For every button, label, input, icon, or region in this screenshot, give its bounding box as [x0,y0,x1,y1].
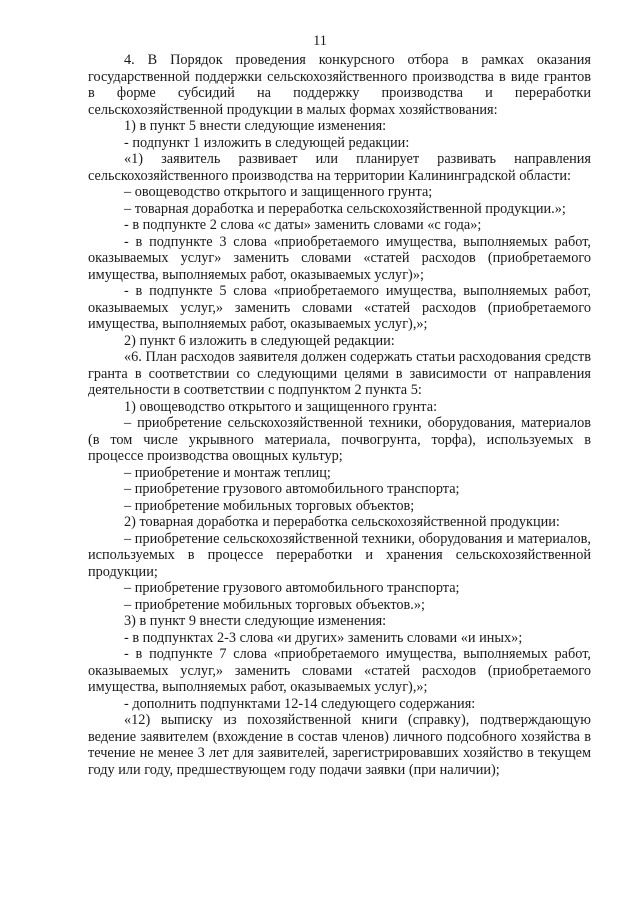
paragraph: – овощеводство открытого и защищенного грунта; [124,184,433,200]
paragraph: 1) овощеводство открытого и защищенного грунта: [124,398,438,415]
paragraph: - подпункт 1 изложить в следующей редакции: [124,134,410,151]
paragraph: – приобретение грузового автомобильного транспорта; [124,481,460,497]
paragraph: «6. План расходов заявителя должен содержать статьи расходования средств гранта в соответствии со следующими целями в зависимости от направления деятельности в соответствии с подпунктом 2 пункта 5: [88,349,591,398]
paragraph: «1) заявитель развивает или планирует развивать направления сельскохозяйственного производства на территории Калининградской области: [88,151,591,184]
paragraph: – приобретение и монтаж теплиц; [124,464,331,481]
paragraph: - в подпункте 3 слова «приобретаемого имущества, выполняемых работ, оказываемых услуг» заменить словами «статей расходов (приобретаемого имущества, выполняемых работ, оказываемых услуг)»; [88,233,591,283]
paragraph: – приобретение грузового автомобильного транспорта; [124,580,460,596]
paragraph: 2) товарная доработка и переработка сельскохозяйственной продукции: [124,514,560,530]
paragraph: - в подпункте 7 слова «приобретаемого имущества, выполняемых работ, оказываемых услуг,» заменить словами «статей расходов (приобретаемого имущества, выполняемых работ, оказываемых услуг),»; [88,646,591,695]
paragraph: – товарная доработка и переработка сельскохозяйственной продукции.»; [124,200,566,217]
document-body [88,52,591,778]
paragraph: 2) пункт 6 изложить в следующей редакции: [124,332,395,349]
paragraph: - в подпунктах 2-3 слова «и других» заменить словами «и иных»; [124,629,523,646]
paragraph: – приобретение мобильных торговых объектов.»; [124,596,425,613]
paragraph: 3) в пункт 9 внести следующие изменения: [124,613,387,629]
page-number: 11 [313,33,327,49]
paragraph: – приобретение сельскохозяйственной техники, оборудования, материалов (в том числе укрывного материала, почвогрунта, торфа), используемых в процессе производства овощных культур; [88,415,591,464]
paragraph: 4. В Порядок проведения конкурсного отбора в рамках оказания государственной поддержки сельскохозяйственного производства в виде грантов в форме субсидий на поддержку производства и переработки сельскохозяйственной продукции в малых формах хозяйствования: [88,52,591,118]
paragraph: - в подпункте 5 слова «приобретаемого имущества, выполняемых работ, оказываемых услуг,» заменить словами «статей расходов (приобретаемого имущества, выполняемых работ, оказываемых услуг),»; [88,283,591,332]
paragraph: 1) в пункт 5 внести следующие изменения: [124,118,387,134]
paragraph: – приобретение мобильных торговых объектов; [124,497,415,514]
paragraph: – приобретение сельскохозяйственной техники, оборудования и материалов, используемых в процессе переработки и хранения сельскохозяйственной продукции; [88,530,591,580]
paragraph: - дополнить подпунктами 12-14 следующего содержания: [124,695,476,712]
paragraph: - в подпункте 2 слова «с даты» заменить словами «с года»; [124,217,482,233]
paragraph: «12) выписку из похозяйственной книги (справку), подтверждающую ведение заявителем (вхождение в состав членов) личного подсобного хозяйства в течение не менее 3 лет для заявителей, зарегистрировавших хозяйство в текущем году или году, предшествующем году подачи заявки (при наличии); [88,712,591,778]
